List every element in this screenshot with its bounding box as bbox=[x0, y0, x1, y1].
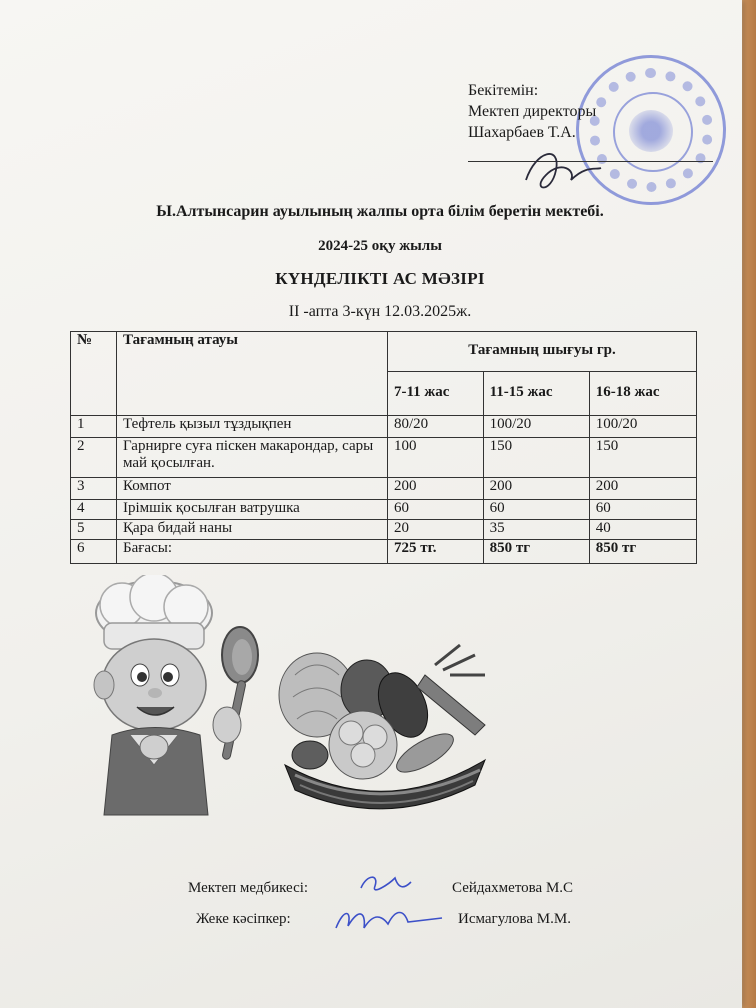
nurse-label: Мектеп медбикесі: bbox=[188, 880, 309, 896]
row-number: 6 bbox=[71, 540, 117, 564]
row-number: 5 bbox=[71, 520, 117, 540]
chef-boy-illustration bbox=[82, 575, 272, 825]
age-header: 7-11 жас bbox=[388, 372, 484, 416]
age-header: 16-18 жас bbox=[589, 372, 696, 416]
portion-16-18: 200 bbox=[589, 478, 696, 500]
dish-name: Гарнирге суға піскен макарондар, сары май қосылған. bbox=[117, 438, 388, 478]
portion-7-11: 20 bbox=[388, 520, 484, 540]
table-row bbox=[71, 478, 697, 500]
portion-16-18: 100/20 bbox=[589, 416, 696, 438]
dish-name: Компот bbox=[117, 478, 388, 500]
dish-name: Қара бидай наны bbox=[117, 520, 388, 540]
page-title: КҮНДЕЛІКТІ АС МӘЗІРІ bbox=[275, 269, 485, 288]
age-header: 11-15 жас bbox=[483, 372, 589, 416]
table-row bbox=[71, 500, 697, 520]
dish-name: Тефтель қызыл тұздықпен bbox=[117, 416, 388, 438]
nurse-name: Сейдахметова М.С bbox=[452, 880, 574, 896]
portion-16-18: 40 bbox=[589, 520, 696, 540]
col-number-header: № bbox=[71, 332, 117, 416]
portion-7-11: 200 bbox=[388, 478, 484, 500]
portion-7-11: 60 bbox=[388, 500, 484, 520]
portion-16-18: 60 bbox=[589, 500, 696, 520]
price-7-11: 725 тг. bbox=[388, 540, 484, 564]
price-11-15: 850 тг bbox=[483, 540, 589, 564]
entrepreneur-signature bbox=[330, 898, 450, 948]
school-name: Ы.Алтынсарин ауылының жалпы орта білім беретін мектебі. bbox=[156, 203, 604, 220]
portion-16-18: 150 bbox=[589, 438, 696, 478]
row-number: 4 bbox=[71, 500, 117, 520]
portion-11-15: 150 bbox=[483, 438, 589, 478]
price-16-18: 850 тг bbox=[589, 540, 696, 564]
row-number: 3 bbox=[71, 478, 117, 500]
vegetable-basket-illustration bbox=[275, 635, 495, 825]
price-label: Бағасы: bbox=[117, 540, 388, 564]
entrepreneur-label: Жеке кәсіпкер: bbox=[196, 911, 291, 927]
approval-name: Шахарбаев Т.А. bbox=[468, 124, 576, 141]
row-number: 1 bbox=[71, 416, 117, 438]
portion-11-15: 60 bbox=[483, 500, 589, 520]
table-row bbox=[71, 438, 697, 478]
portion-11-15: 200 bbox=[483, 478, 589, 500]
col-yield-header: Тағамның шығуы гр. bbox=[388, 332, 697, 372]
table-row bbox=[71, 520, 697, 540]
nurse-signature bbox=[355, 866, 415, 902]
row-number: 2 bbox=[71, 438, 117, 478]
price-row bbox=[71, 540, 697, 564]
table-row bbox=[71, 416, 697, 438]
menu-table bbox=[70, 331, 697, 564]
col-name-header: Тағамның атауы bbox=[117, 332, 388, 416]
portion-11-15: 100/20 bbox=[483, 416, 589, 438]
entrepreneur-name: Исмагулова М.М. bbox=[458, 911, 571, 927]
portion-7-11: 100 bbox=[388, 438, 484, 478]
portion-11-15: 35 bbox=[483, 520, 589, 540]
approval-position: Мектеп директоры bbox=[468, 103, 597, 120]
dish-name: Ірімшік қосылған ватрушка bbox=[117, 500, 388, 520]
academic-year: 2024-25 оқу жылы bbox=[318, 238, 442, 254]
portion-7-11: 80/20 bbox=[388, 416, 484, 438]
director-signature bbox=[516, 140, 606, 200]
week-day-date: II -апта 3-күн 12.03.2025ж. bbox=[288, 303, 472, 320]
approval-label: Бекітемін: bbox=[468, 82, 539, 99]
